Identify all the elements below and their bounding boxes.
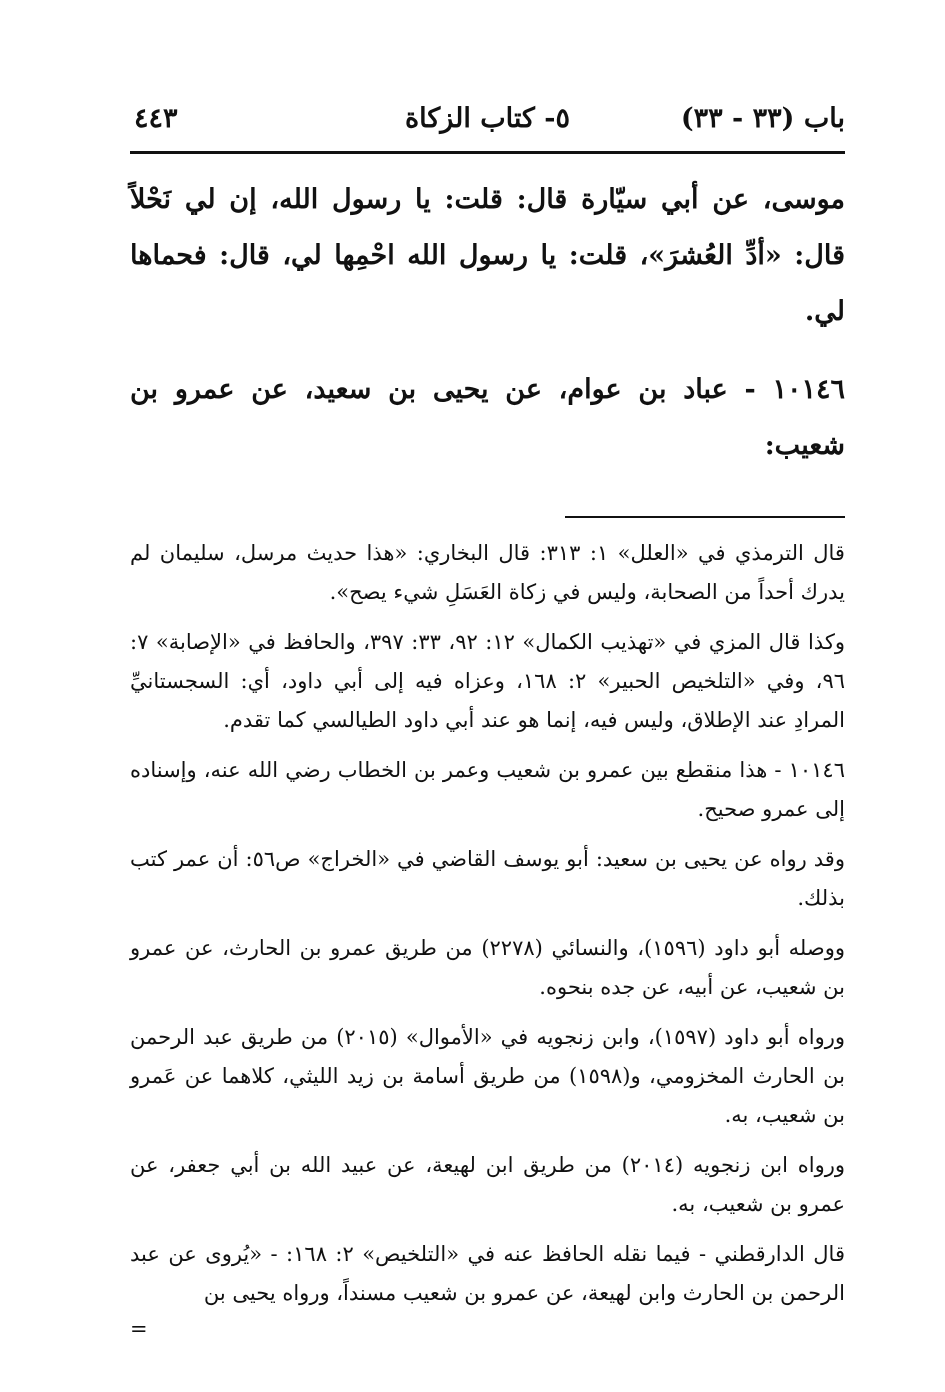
hadith-entry: ١٠١٤٦ - عباد بن عوام، عن يحيى بن سعيد، عن عمرو بن شعيب: — [130, 374, 845, 461]
chapter-range: باب (٣٣ - ٣٣) — [680, 103, 845, 134]
footnote-paragraph: قال الترمذي في «العلل» ١: ٣١٣: قال البخاري: «هذا حديث مرسل، سليمان لم يدرك أحداً من الصحابة، وليس في زكاة العَسَلِ شيء يصح». — [130, 541, 845, 604]
footnote-paragraph: وكذا قال المزي في «تهذيب الكمال» ١٢: ٩٢، ٣٣: ٣٩٧، والحافظ في «الإصابة» ٧: ٩٦، وفي «التلخيص الحبير» ٢: ١٦٨، وعزاه فيه إلى أبي داود، أي: السجستانيِّ المرادِ عند الإطلاق، وليس فيه، إنما هو عند أبي داود الطيالسي كما تقدم. — [130, 630, 845, 732]
main-text — [130, 172, 845, 474]
page-number: ٤٤٣ — [134, 103, 178, 134]
footnote-separator — [565, 516, 845, 518]
footnote-paragraph: وقد رواه عن يحيى بن سعيد: أبو يوسف القاضي في «الخراج» ص٥٦: أن عمر كتب بذلك. — [130, 847, 845, 910]
footnote-paragraph: ١٠١٤٦ - هذا منقطع بين عمرو بن شعيب وعمر بن الخطاب رضي الله عنه، وإسناده إلى عمرو صحيح. — [130, 758, 845, 821]
footnote-paragraph: ورواه أبو داود (١٥٩٧)، وابن زنجويه في «الأموال» (٢٠١٥) من طريق عبد الرحمن بن الحارث المخزومي، و(١٥٩٨) من طريق أسامة بن زيد الليثي، كلاهما عن عَمرو بن شعيب، به. — [130, 1025, 845, 1127]
footnote-paragraph: ورواه ابن زنجويه (٢٠١٤) من طريق ابن لهيعة، عن عبيد الله بن أبي جعفر، عن عمرو بن شعيب، به. — [130, 1153, 845, 1216]
footnote-paragraph: ووصله أبو داود (١٥٩٦)، والنسائي (٢٢٧٨) من طريق عمرو بن الحارث، عن عمرو بن شعيب، عن أبيه، عن جده بنحوه. — [130, 936, 845, 999]
footnotes — [130, 534, 845, 1340]
book-title: ٥- كتاب الزكاة — [404, 103, 571, 134]
running-head — [130, 95, 845, 154]
continuation-mark: = — [130, 1317, 148, 1341]
footnote-paragraph: قال الدارقطني - فيما نقله الحافظ عنه في «التلخيص» ٢: ١٦٨: - «يُروى عن عبد الرحمن بن الحارث وابن لهيعة، عن عمرو بن شعيب مسنداً، ورواه يحيى بن — [130, 1242, 845, 1305]
book-page — [130, 95, 845, 1375]
main-paragraph: موسى، عن أبي سيّارة قال: قلت: يا رسول الله، إن لي نَحْلاً قال: «أدِّ العُشرَ»، قلت: يا رسول الله احْمِها لي، قال: فحماها لي. — [130, 184, 845, 327]
